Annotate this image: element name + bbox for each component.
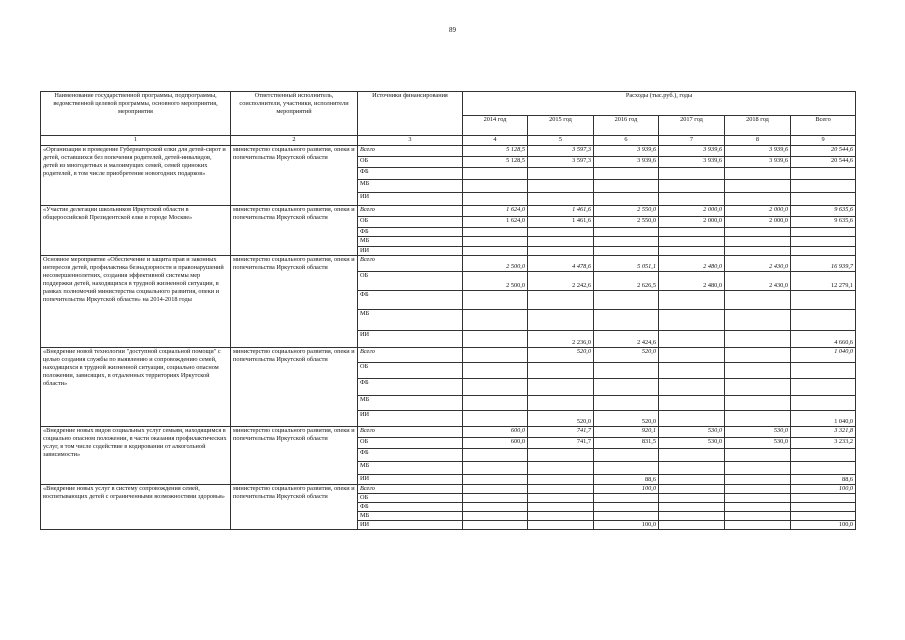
year-value	[725, 291, 791, 310]
year-value	[528, 503, 594, 512]
year-value: 2 236,0	[528, 331, 594, 348]
year-value	[528, 396, 594, 411]
year-value	[594, 512, 659, 521]
year-value	[528, 291, 594, 310]
year-value: 3 939,6	[725, 157, 791, 168]
total-value: 20 544,6	[791, 146, 856, 157]
activity-name: «Организация и проведение Губернаторской елки для детей-сирот и детей, оставшихся без попечения родителей, детей-инвалидов, детей из многодетных и малоимущих семей, семей одиноких родителей, в том числе приобретение новогодних подарков»	[41, 146, 231, 206]
year-value	[725, 310, 791, 331]
funding-source: Всего	[358, 206, 463, 217]
year-value	[463, 348, 528, 363]
year-value: 100,0	[594, 485, 659, 494]
year-value: 3 939,6	[725, 146, 791, 157]
funding-source: ИИ	[358, 331, 463, 348]
total-value: 3 321,8	[791, 427, 856, 438]
year-value	[528, 512, 594, 521]
funding-source: Всего	[358, 348, 463, 363]
year-value: 2 480,0	[659, 256, 725, 272]
year-value	[659, 291, 725, 310]
funding-source: МБ	[358, 310, 463, 331]
year-value	[659, 503, 725, 512]
year-value	[659, 363, 725, 379]
year-value	[528, 379, 594, 396]
year-value	[659, 228, 725, 237]
year-value	[659, 449, 725, 462]
year-value	[594, 449, 659, 462]
column-number: 1	[41, 136, 231, 146]
funding-source: МБ	[358, 237, 463, 247]
year-value: 530,0	[659, 427, 725, 438]
activity-executor: министерство социального развития, опеки и попечительства Иркутской области	[231, 256, 358, 348]
total-value: 100,0	[791, 485, 856, 494]
table-row	[41, 485, 856, 494]
header-year: 2016 год	[594, 116, 659, 136]
year-value	[463, 512, 528, 521]
year-value: 3 597,3	[528, 157, 594, 168]
year-value	[659, 247, 725, 256]
year-value	[463, 291, 528, 310]
year-value	[725, 411, 791, 427]
year-value: 600,0	[463, 427, 528, 438]
column-number: 7	[659, 136, 725, 146]
year-value	[594, 247, 659, 256]
year-value: 5 128,5	[463, 146, 528, 157]
funding-source: МБ	[358, 180, 463, 193]
funding-source: МБ	[358, 462, 463, 475]
year-value	[594, 168, 659, 180]
total-value	[791, 462, 856, 475]
table-row	[41, 427, 856, 438]
total-value: 88,6	[791, 475, 856, 485]
year-value	[528, 228, 594, 237]
activity-executor: министерство социального развития, опеки и попечительства Иркутской области	[231, 206, 358, 256]
year-value: 2 550,0	[594, 206, 659, 217]
year-value: 1 624,0	[463, 206, 528, 217]
total-value	[791, 237, 856, 247]
year-value: 2 000,0	[659, 217, 725, 228]
year-value	[594, 494, 659, 503]
year-value	[594, 396, 659, 411]
year-value	[659, 396, 725, 411]
year-value	[659, 310, 725, 331]
year-value	[463, 237, 528, 247]
year-value	[725, 247, 791, 256]
year-value: 3 939,6	[659, 146, 725, 157]
total-value: 4 660,6	[791, 331, 856, 348]
year-value	[528, 521, 594, 530]
header-year: 2015 год	[528, 116, 594, 136]
column-number: 2	[231, 136, 358, 146]
year-value	[528, 180, 594, 193]
funding-source: ИИ	[358, 411, 463, 427]
year-value: 2 242,6	[528, 272, 594, 291]
year-value: 5 051,1	[594, 256, 659, 272]
year-value	[725, 331, 791, 348]
year-value	[725, 475, 791, 485]
year-value	[725, 237, 791, 247]
year-value	[594, 462, 659, 475]
year-value: 3 939,6	[594, 146, 659, 157]
total-value: 20 544,6	[791, 157, 856, 168]
year-value	[659, 411, 725, 427]
funding-source: ОБ	[358, 272, 463, 291]
total-value: 1 040,0	[791, 348, 856, 363]
total-value	[791, 494, 856, 503]
total-value	[791, 180, 856, 193]
header-year: 2014 год	[463, 116, 528, 136]
year-value: 1 461,6	[528, 206, 594, 217]
year-value	[463, 462, 528, 475]
total-value	[791, 363, 856, 379]
year-value	[463, 411, 528, 427]
table-row	[41, 146, 856, 157]
year-value	[528, 485, 594, 494]
year-value	[528, 475, 594, 485]
year-value: 741,7	[528, 427, 594, 438]
year-value	[725, 180, 791, 193]
column-number: 4	[463, 136, 528, 146]
year-value: 3 597,3	[528, 146, 594, 157]
year-value	[725, 228, 791, 237]
header-total: Всего	[791, 116, 856, 136]
year-value	[463, 503, 528, 512]
year-value: 100,0	[594, 521, 659, 530]
year-value	[659, 475, 725, 485]
activity-name: «Участие делегации школьников Иркутской области в общероссийской Президентской елке в городе Москве»	[41, 206, 231, 256]
year-value: 530,0	[659, 438, 725, 449]
year-value	[725, 396, 791, 411]
table-row	[41, 256, 856, 272]
header-year: 2017 год	[659, 116, 725, 136]
year-value	[725, 193, 791, 206]
total-value: 1 040,0	[791, 411, 856, 427]
year-value	[463, 475, 528, 485]
year-value: 88,6	[594, 475, 659, 485]
total-value: 12 279,1	[791, 272, 856, 291]
year-value	[528, 168, 594, 180]
year-value: 520,0	[528, 348, 594, 363]
funding-source: ИИ	[358, 193, 463, 206]
total-value	[791, 449, 856, 462]
year-value: 530,0	[725, 438, 791, 449]
year-value	[528, 237, 594, 247]
funding-source: ИИ	[358, 475, 463, 485]
year-value	[725, 494, 791, 503]
year-value: 1 624,0	[463, 217, 528, 228]
funding-source: ФБ	[358, 168, 463, 180]
total-value	[791, 228, 856, 237]
year-value: 2 500,0	[463, 256, 528, 272]
year-value	[463, 310, 528, 331]
total-value	[791, 503, 856, 512]
column-number: 9	[791, 136, 856, 146]
year-value	[659, 348, 725, 363]
year-value	[725, 449, 791, 462]
funding-source: ФБ	[358, 228, 463, 237]
header-source: Источники финансирования	[358, 92, 463, 136]
funding-source: Всего	[358, 485, 463, 494]
year-value: 520,0	[594, 348, 659, 363]
year-value	[725, 503, 791, 512]
activity-executor: министерство социального развития, опеки и попечительства Иркутской области	[231, 485, 358, 530]
year-value	[659, 485, 725, 494]
year-value: 1 461,6	[528, 217, 594, 228]
funding-source: ОБ	[358, 217, 463, 228]
year-value: 920,1	[594, 427, 659, 438]
total-value: 100,0	[791, 521, 856, 530]
column-number: 8	[725, 136, 791, 146]
year-value	[463, 494, 528, 503]
year-value	[463, 485, 528, 494]
year-value	[528, 449, 594, 462]
funding-source: ФБ	[358, 291, 463, 310]
header-expenses: Расходы (тыс.руб.), годы	[463, 92, 856, 116]
year-value: 3 939,6	[659, 157, 725, 168]
total-value	[791, 193, 856, 206]
year-value	[725, 363, 791, 379]
year-value: 3 939,6	[594, 157, 659, 168]
total-value	[791, 396, 856, 411]
funding-source: Всего	[358, 427, 463, 438]
year-value: 520,0	[528, 411, 594, 427]
year-value: 2 430,0	[725, 256, 791, 272]
table-row	[41, 206, 856, 217]
year-value	[725, 348, 791, 363]
page-number: 89	[449, 26, 456, 34]
funding-source: ОБ	[358, 438, 463, 449]
year-value: 741,7	[528, 438, 594, 449]
column-number: 5	[528, 136, 594, 146]
year-value	[594, 237, 659, 247]
year-value	[463, 396, 528, 411]
funding-source: ОБ	[358, 363, 463, 379]
year-value	[659, 331, 725, 348]
total-value	[791, 310, 856, 331]
total-value: 9 635,6	[791, 206, 856, 217]
year-value	[463, 247, 528, 256]
year-value: 2 000,0	[725, 217, 791, 228]
year-value	[463, 180, 528, 193]
year-value	[463, 168, 528, 180]
year-value: 530,0	[725, 427, 791, 438]
year-value	[594, 180, 659, 193]
year-value	[659, 168, 725, 180]
total-value	[791, 291, 856, 310]
activity-name: «Внедрение новых видов социальных услуг семьям, находящимся в социально опасном положении, в части оказания профилактических услуг, в том числе содействие в кодировании от алкогольной зависимости»	[41, 427, 231, 485]
year-value	[528, 363, 594, 379]
funding-source: МБ	[358, 512, 463, 521]
funding-source: ОБ	[358, 494, 463, 503]
year-value	[725, 512, 791, 521]
year-value: 2 500,0	[463, 272, 528, 291]
year-value	[659, 462, 725, 475]
year-value	[594, 193, 659, 206]
activity-name: «Внедрение новых услуг в систему сопровождения семей, воспитывающих детей с ограниченными возможностями здоровья»	[41, 485, 231, 530]
activity-executor: министерство социального развития, опеки и попечительства Иркутской области	[231, 348, 358, 427]
year-value: 520,0	[594, 411, 659, 427]
header-executor: Ответственный исполнитель, соисполнители, участники, исполнители мероприятий	[231, 92, 358, 136]
year-value	[594, 379, 659, 396]
total-value	[791, 247, 856, 256]
funding-source: Всего	[358, 256, 463, 272]
year-value	[463, 331, 528, 348]
year-value: 600,0	[463, 438, 528, 449]
year-value: 2 550,0	[594, 217, 659, 228]
year-value	[594, 310, 659, 331]
year-value	[725, 168, 791, 180]
year-value	[659, 379, 725, 396]
funding-source: ОБ	[358, 157, 463, 168]
year-value	[463, 449, 528, 462]
year-value: 2 626,5	[594, 272, 659, 291]
year-value: 831,5	[594, 438, 659, 449]
funding-source: ИИ	[358, 521, 463, 530]
year-value	[725, 521, 791, 530]
activity-executor: министерство социального развития, опеки и попечительства Иркутской области	[231, 427, 358, 485]
year-value	[594, 291, 659, 310]
year-value	[528, 462, 594, 475]
column-number: 3	[358, 136, 463, 146]
year-value	[594, 503, 659, 512]
budget-table	[40, 91, 856, 530]
year-value: 2 424,6	[594, 331, 659, 348]
year-value	[528, 494, 594, 503]
funding-source: ФБ	[358, 449, 463, 462]
year-value	[659, 512, 725, 521]
year-value: 2 430,0	[725, 272, 791, 291]
year-value	[463, 521, 528, 530]
total-value	[791, 168, 856, 180]
year-value	[528, 247, 594, 256]
total-value	[791, 512, 856, 521]
total-value: 16 939,7	[791, 256, 856, 272]
year-value	[463, 363, 528, 379]
funding-source: ФБ	[358, 379, 463, 396]
year-value	[463, 379, 528, 396]
year-value	[659, 193, 725, 206]
header-year: 2018 год	[725, 116, 791, 136]
year-value	[594, 228, 659, 237]
funding-source: ФБ	[358, 503, 463, 512]
year-value	[463, 193, 528, 206]
year-value	[528, 193, 594, 206]
year-value	[659, 521, 725, 530]
year-value: 2 480,0	[659, 272, 725, 291]
year-value: 2 000,0	[725, 206, 791, 217]
year-value	[725, 462, 791, 475]
year-value	[528, 310, 594, 331]
year-value	[725, 379, 791, 396]
header-name: Наименование государственной программы, подпрограммы, ведомственной целевой программы, основного мероприятия, мероприятия	[41, 92, 231, 136]
year-value	[463, 228, 528, 237]
total-value: 3 233,2	[791, 438, 856, 449]
funding-source: ИИ	[358, 247, 463, 256]
year-value	[659, 180, 725, 193]
year-value	[725, 485, 791, 494]
activity-name: «Внедрение новой технологии "доступной социальной помощи" с целью создания службы по выявлению и сопровождению семей, находящихся в трудной жизненной ситуации, социально опасном положении, зависящих, в отдаленных территориях Иркутской области»	[41, 348, 231, 427]
year-value	[659, 237, 725, 247]
table-row	[41, 348, 856, 363]
column-number: 6	[594, 136, 659, 146]
funding-source: Всего	[358, 146, 463, 157]
year-value	[659, 494, 725, 503]
year-value	[594, 363, 659, 379]
activity-executor: министерство социального развития, опеки и попечительства Иркутской области	[231, 146, 358, 206]
total-value: 9 635,6	[791, 217, 856, 228]
year-value: 2 000,0	[659, 206, 725, 217]
year-value: 5 128,5	[463, 157, 528, 168]
activity-name: Основное мероприятие «Обеспечение и защита прав и законных интересов детей, профилактика безнадзорности и правонарушений несовершеннолетних, создания эффективной системы мер поддержки детей, находящихся в трудной жизненной ситуации, в рамках полномочий министерства социального развития, опеки и попечительства Иркутской области» на 2014-2018 годы	[41, 256, 231, 348]
total-value	[791, 379, 856, 396]
funding-source: МБ	[358, 396, 463, 411]
year-value: 4 478,6	[528, 256, 594, 272]
